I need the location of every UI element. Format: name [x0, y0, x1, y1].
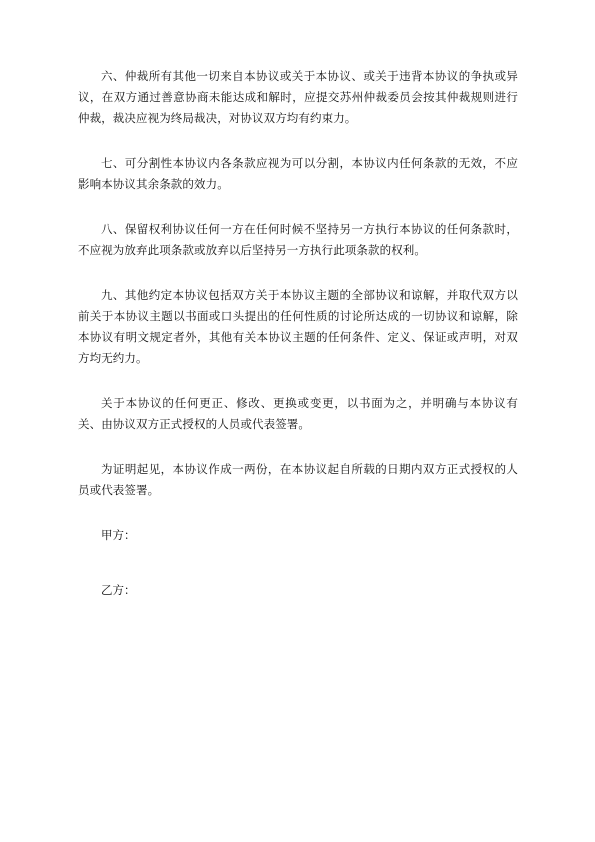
party-b-signature-label: 乙方：: [101, 583, 136, 597]
party-a-signature-label: 甲方：: [101, 528, 136, 542]
clause-severability: 七、可分割性本协议内各条款应视为可以分割，本协议内任何条款的无效，不应影响本协议其余条款的效力。: [78, 156, 518, 191]
clause-arbitration: 六、仲裁所有其他一切来自本协议或关于本协议、或关于违背本协议的争执或异议，在双方通过善意协商未能达成和解时，应提交苏州仲裁委员会按其仲裁规则进行仲裁，裁决应视为终局裁决，对协议双方均有约束力。: [78, 69, 518, 125]
clause-entire-agreement: 九、其他约定本协议包括双方关于本协议主题的全部协议和谅解，并取代双方以前关于本协议主题以书面或口头提出的任何性质的讨论所达成的一切协议和谅解，除本协议有明文规定者外，其他有关本协议主题的任何条件、定义、保证或声明，对双方均无约力。: [78, 288, 518, 365]
clause-execution: 为证明起见，本协议作成一两份，在本协议起自所载的日期内双方正式授权的人员或代表签署。: [78, 462, 518, 497]
clause-amendments: 关于本协议的任何更正、修改、更换或变更，以书面为之，并明确与本协议有关、由协议双方正式授权的人员或代表签署。: [78, 396, 518, 431]
document-body: [78, 66, 518, 601]
clause-reservation-of-rights: 八、保留权利协议任何一方在任何时候不坚持另一方执行本协议的任何条款时，不应视为放弃此项条款或放弃以后坚持另一方执行此项条款的权利。: [78, 222, 518, 257]
